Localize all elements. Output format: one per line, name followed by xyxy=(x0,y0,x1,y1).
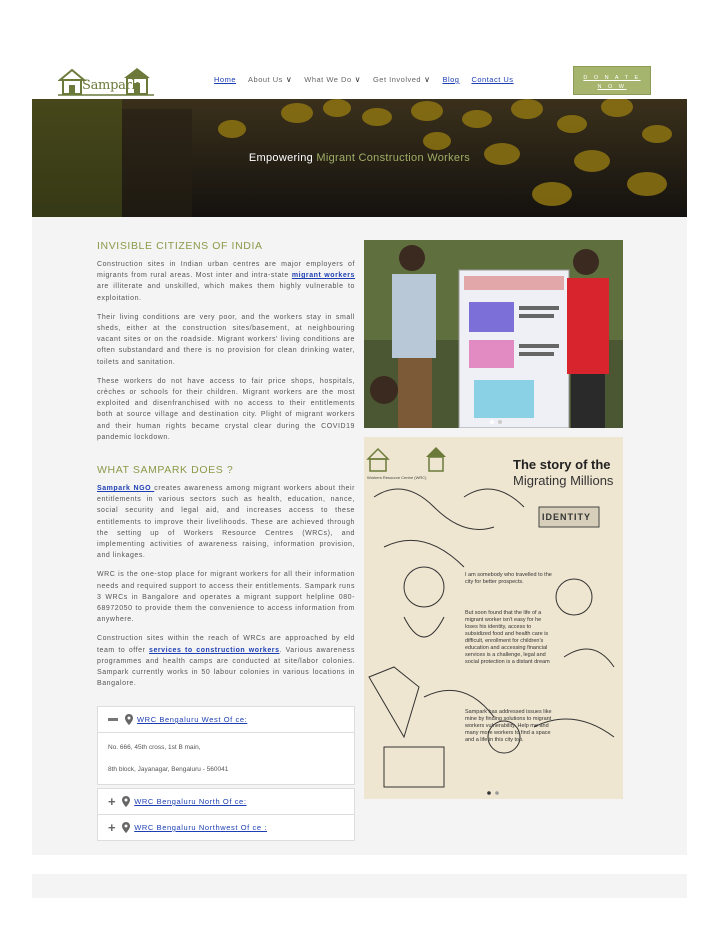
poster-text-2: But soon found that the life of a migrant worker isn't easy for he loses his identity, access to subsidized food and health care is difficult, enrollment for children's education and accessing financial services is a challenge, legal and social protection is a distant dream xyxy=(465,610,550,665)
donate-now-button[interactable] xyxy=(573,66,651,95)
section1-paragraph-3: These workers do not have access to fair price shops, hospitals, crèches or schools for their children. Migrant workers are the most exploited and disenfranchised with no access to their entitlements both at source village and destination city. Plight of migrant workers and their human rights became crystal clear during the COVID19 pandemic lockdown. xyxy=(97,377,355,441)
nav-involved-label: Get Involved xyxy=(372,75,422,84)
chevron-down-icon: ∨ xyxy=(424,75,431,84)
services-link[interactable]: services to construction workers xyxy=(149,646,280,654)
nav-get-involved[interactable] xyxy=(373,75,430,84)
volunteers-holding-poster-image xyxy=(364,240,623,428)
address-line-1: No. 666, 45th cross, 1st B main, xyxy=(108,744,201,751)
accordion-title-west[interactable]: WRC Bengaluru West Of ce: xyxy=(137,715,248,724)
poster-text-1: I am somebody who travelled to the city for better prospects. xyxy=(465,572,552,585)
address-line-2: 8th block, Jayanagar, Bengaluru - 560041 xyxy=(108,766,229,773)
hero-title xyxy=(32,152,687,164)
poster-text-3: Sampark has addressed issues like mine by finding solutions to migrant workers vulnerability. Help me and many more workers to find a space and a life in this city too. xyxy=(465,709,552,743)
sampark-ngo-link[interactable]: Sampark NGO xyxy=(97,485,155,492)
section2-body xyxy=(97,483,355,689)
accordion-header-northwest[interactable] xyxy=(98,815,354,840)
section2-heading: WHAT SAMPARK DOES ? xyxy=(97,464,234,476)
footer-bar xyxy=(32,874,687,898)
nav-home-label: Home xyxy=(214,75,237,84)
nav-about-us[interactable] xyxy=(248,75,292,84)
plus-icon[interactable]: + xyxy=(108,819,117,835)
nav-blog-label: Blog xyxy=(442,75,460,84)
accordion-header-north[interactable] xyxy=(98,789,354,814)
section2-paragraph-3 xyxy=(97,633,355,689)
donate-label-line2: N O W xyxy=(597,84,627,90)
section2-paragraph-2: WRC is the one-stop place for migrant workers for all their information needs and required support to access their entitlements. Sampark runs 3 WRCs in Bangalore and operates a migrant support helpline 080-68972050 to provide them the convenience to access information from anywhere. xyxy=(97,571,355,624)
sampark-logo[interactable] xyxy=(58,66,154,98)
accordion-body-west xyxy=(98,732,354,784)
nav-blog[interactable] xyxy=(442,75,459,84)
accordion-header-west[interactable] xyxy=(98,707,354,732)
s2p3-text-b: . Various awareness programmes and health camps are conducted at site/labor colonies. Sampark currently works in 50 labour colonies in various locations in Bangalore. xyxy=(97,646,355,688)
section2-paragraph-1 xyxy=(97,483,355,561)
map-pin-icon xyxy=(125,714,133,725)
hero-banner xyxy=(32,99,687,217)
poster-wrc-label: Workers Resource Centre (WRC) xyxy=(367,475,427,480)
poster-title-line1: The story of the xyxy=(513,457,611,472)
migrant-workers-link[interactable]: migrant workers xyxy=(291,272,355,280)
accordion-wrc-north xyxy=(97,788,355,815)
volunteers-photo-slide[interactable] xyxy=(364,240,623,428)
nav-contact-label: Contact Us xyxy=(471,75,514,84)
section1-paragraph-1 xyxy=(97,259,355,304)
nav-what-we-do[interactable] xyxy=(304,75,361,84)
hero-title-white: Empowering xyxy=(248,152,314,164)
chevron-down-icon: ∨ xyxy=(354,75,361,84)
s2p1-text: creates awareness among migrant workers about their entitlements in various sectors such as health, education, nance, social security and legal aid, and increases access to these entitlements to improve their livelihoods. These are achieved through the setting up of Workers Resource Centres (WRCs), and implementing activities of awareness raising, information provision, and linkages. xyxy=(97,485,355,560)
accordion-title-north[interactable]: WRC Bengaluru North Of ce: xyxy=(134,797,247,806)
accordion-title-northwest[interactable]: WRC Bengaluru Northwest Of ce : xyxy=(134,823,268,832)
hero-title-green: Migrant Construction Workers xyxy=(316,152,471,164)
s2p3-text-a: Construction sites within the reach of WRCs are approached by eld team to offer xyxy=(97,635,355,654)
nav-what-label: What We Do xyxy=(304,75,352,84)
chevron-down-icon: ∨ xyxy=(285,75,293,84)
nav-home[interactable] xyxy=(214,75,236,84)
nav-about-label: About Us xyxy=(248,75,283,84)
section1-body xyxy=(97,259,355,443)
nav-contact-us[interactable] xyxy=(471,75,513,84)
map-pin-icon xyxy=(122,822,130,833)
section1-paragraph-2: Their living conditions are very poor, and the workers stay in small sheds, either at the construction sites/basement, at neighbouring vacant sites or on the roadside. Migrant workers' living conditions are often substandard and there is no provision for clean drinking water, toilets and sanitation. xyxy=(97,313,355,366)
s1p1-text-a: Construction sites in Indian urban centres are major employers of migrants from rural areas. Most inter and intra-state xyxy=(97,261,355,280)
poster-banner-text: IDENTITY xyxy=(542,512,592,522)
minus-icon[interactable] xyxy=(108,718,118,721)
map-pin-icon xyxy=(122,796,130,807)
brand-name: Sampark xyxy=(82,78,140,93)
poster-title-line2: Migrating Millions xyxy=(513,473,614,488)
story-poster-slide[interactable] xyxy=(364,437,623,799)
accordion-wrc-northwest xyxy=(97,814,355,841)
plus-icon[interactable]: + xyxy=(108,793,117,809)
section1-heading: INVISIBLE CITIZENS OF INDIA xyxy=(97,240,263,252)
donate-label-line1: D O N A T E xyxy=(583,75,641,81)
accordion-wrc-west xyxy=(97,706,355,785)
main-nav xyxy=(214,75,526,84)
s1p1-text-b: are illiterate and unskilled, which makes them highly vulnerable to exploitation. xyxy=(97,283,355,302)
